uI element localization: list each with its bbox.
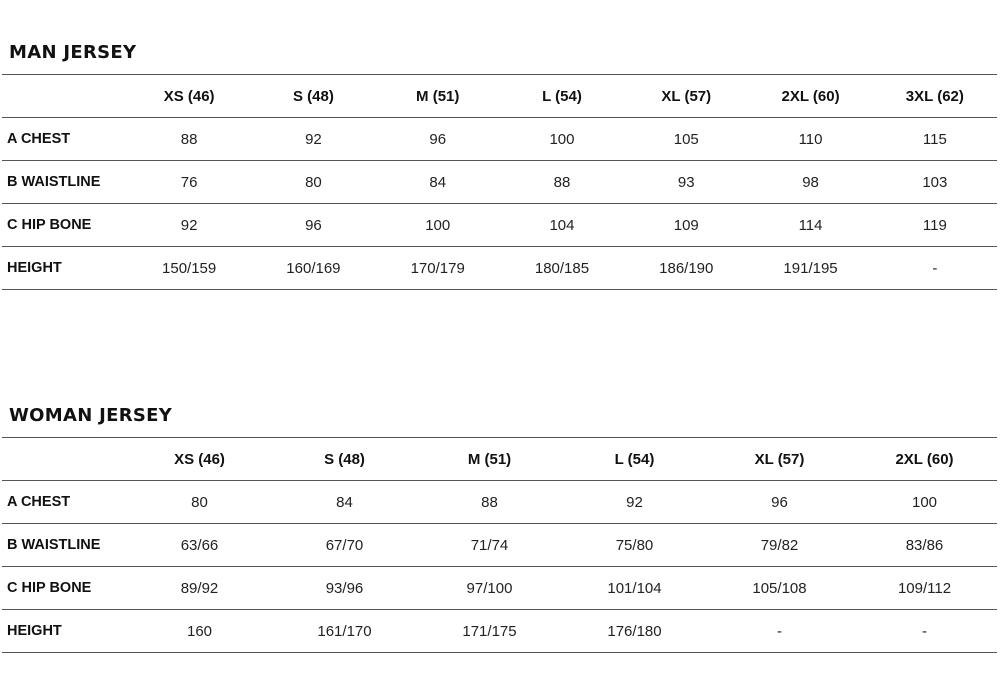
row-label-chest: A CHEST	[2, 481, 127, 524]
table-cell: 161/170	[272, 610, 417, 653]
table-cell: 103	[873, 161, 997, 204]
size-header: M (51)	[417, 438, 562, 481]
table-cell: 83/86	[852, 524, 997, 567]
table-cell: 89/92	[127, 567, 272, 610]
table-cell: 160	[127, 610, 272, 653]
table-cell: 92	[127, 204, 251, 247]
table-cell: 105	[624, 118, 748, 161]
table-cell: 109	[624, 204, 748, 247]
table-cell: 110	[748, 118, 872, 161]
man-size-table	[2, 74, 997, 290]
table-cell: -	[873, 247, 997, 290]
table-cell: 160/169	[251, 247, 375, 290]
table-row	[2, 161, 997, 204]
row-label-height: HEIGHT	[2, 247, 127, 290]
table-cell: 75/80	[562, 524, 707, 567]
table-cell: 63/66	[127, 524, 272, 567]
size-header: XL (57)	[624, 75, 748, 118]
woman-jersey-title: WOMAN JERSEY	[9, 405, 173, 426]
table-cell: 88	[500, 161, 624, 204]
table-cell: 93/96	[272, 567, 417, 610]
table-cell: 96	[376, 118, 500, 161]
table-row	[2, 567, 997, 610]
table-cell: -	[852, 610, 997, 653]
table-cell: 76	[127, 161, 251, 204]
table-row	[2, 610, 997, 653]
table-cell: 100	[500, 118, 624, 161]
row-label-waistline: B WAISTLINE	[2, 161, 127, 204]
row-label-chest: A CHEST	[2, 118, 127, 161]
row-label-height: HEIGHT	[2, 610, 127, 653]
table-cell: 79/82	[707, 524, 852, 567]
table-cell: 96	[707, 481, 852, 524]
table-header-row	[2, 75, 997, 118]
size-header: XL (57)	[707, 438, 852, 481]
table-cell: 93	[624, 161, 748, 204]
size-header: S (48)	[272, 438, 417, 481]
table-cell: 150/159	[127, 247, 251, 290]
table-cell: 71/74	[417, 524, 562, 567]
table-cell: -	[707, 610, 852, 653]
man-jersey-title: MAN JERSEY	[9, 42, 137, 63]
size-header: 2XL (60)	[852, 438, 997, 481]
table-cell: 100	[376, 204, 500, 247]
size-header: 2XL (60)	[748, 75, 872, 118]
table-cell: 186/190	[624, 247, 748, 290]
size-header: XS (46)	[127, 75, 251, 118]
size-header: L (54)	[562, 438, 707, 481]
table-cell: 104	[500, 204, 624, 247]
table-cell: 88	[127, 118, 251, 161]
size-header: S (48)	[251, 75, 375, 118]
woman-size-table	[2, 437, 997, 653]
table-cell: 96	[251, 204, 375, 247]
table-cell: 101/104	[562, 567, 707, 610]
table-cell: 92	[562, 481, 707, 524]
table-cell: 100	[852, 481, 997, 524]
size-header: XS (46)	[127, 438, 272, 481]
table-cell: 114	[748, 204, 872, 247]
table-cell: 176/180	[562, 610, 707, 653]
table-cell: 109/112	[852, 567, 997, 610]
row-label-hip-bone: C HIP BONE	[2, 567, 127, 610]
table-row	[2, 118, 997, 161]
table-cell: 170/179	[376, 247, 500, 290]
table-row	[2, 247, 997, 290]
row-label-waistline: B WAISTLINE	[2, 524, 127, 567]
table-cell: 180/185	[500, 247, 624, 290]
table-cell: 97/100	[417, 567, 562, 610]
table-cell: 105/108	[707, 567, 852, 610]
size-header: 3XL (62)	[873, 75, 997, 118]
table-cell: 191/195	[748, 247, 872, 290]
table-row	[2, 204, 997, 247]
row-label-hip-bone: C HIP BONE	[2, 204, 127, 247]
table-cell: 115	[873, 118, 997, 161]
table-cell: 88	[417, 481, 562, 524]
table-cell: 84	[376, 161, 500, 204]
size-header: M (51)	[376, 75, 500, 118]
table-cell: 80	[251, 161, 375, 204]
table-header-row	[2, 438, 997, 481]
table-row	[2, 481, 997, 524]
table-cell: 119	[873, 204, 997, 247]
table-cell: 84	[272, 481, 417, 524]
header-corner	[2, 438, 127, 481]
size-header: L (54)	[500, 75, 624, 118]
table-cell: 92	[251, 118, 375, 161]
table-cell: 67/70	[272, 524, 417, 567]
table-cell: 98	[748, 161, 872, 204]
table-cell: 171/175	[417, 610, 562, 653]
header-corner	[2, 75, 127, 118]
table-row	[2, 524, 997, 567]
table-cell: 80	[127, 481, 272, 524]
